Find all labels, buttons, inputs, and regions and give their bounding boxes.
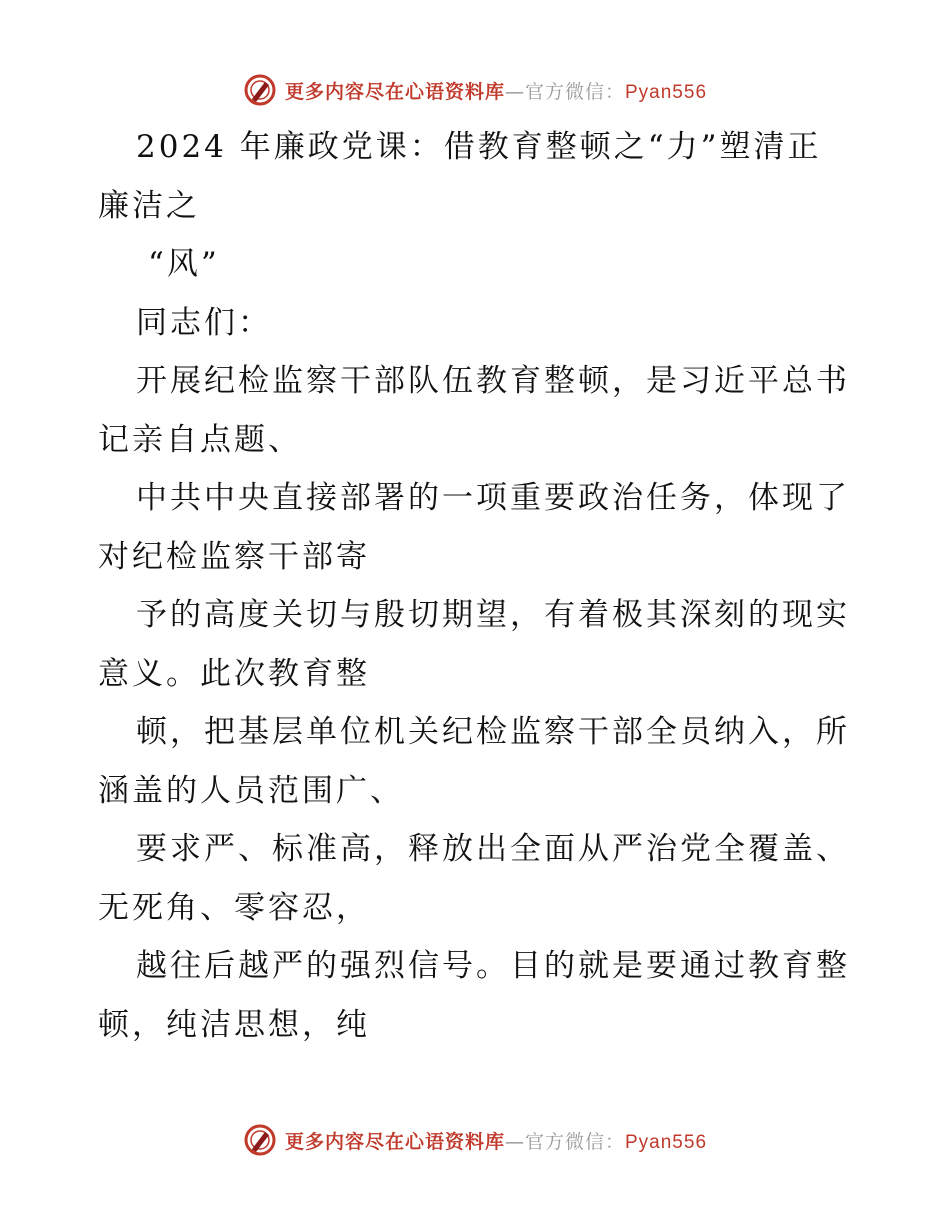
paragraph-line: 顿，纯洁思想，纯 bbox=[98, 1006, 370, 1043]
footer-wechat-id: Pyan556 bbox=[625, 1131, 708, 1153]
paragraph-line: 顿，把基层单位机关纪检监察干部全员纳入，所 bbox=[136, 714, 850, 750]
pen-logo-icon bbox=[243, 73, 277, 107]
header-wechat-id: Pyan556 bbox=[625, 81, 708, 103]
paragraph-line: 要求严、标准高，释放出全面从严治党全覆盖、 bbox=[136, 831, 850, 867]
title-line-2: 廉洁之 bbox=[98, 187, 200, 224]
header-wechat-label: 官方微信： bbox=[524, 80, 625, 103]
header-text bbox=[285, 77, 707, 104]
salutation: 同志们： bbox=[136, 304, 272, 341]
paragraph-line: 涵盖的人员范围广、 bbox=[98, 772, 404, 809]
paragraph-line: 越往后越严的强烈信号。目的就是要通过教育整 bbox=[136, 948, 850, 984]
paragraph-line: 中共中央直接部署的一项重要政治任务，体现了 bbox=[136, 480, 850, 516]
title-line-3: “风” bbox=[148, 246, 220, 282]
footer-banner bbox=[0, 1116, 950, 1164]
paragraph-line: 记亲自点题、 bbox=[98, 421, 302, 458]
paragraph-line: 无死角、零容忍， bbox=[98, 889, 370, 926]
header-banner bbox=[0, 66, 950, 114]
footer-lead: 更多内容尽在心语资料库 bbox=[284, 1130, 505, 1153]
header-lead: 更多内容尽在心语资料库 bbox=[284, 80, 505, 103]
pen-logo-icon bbox=[243, 1123, 277, 1157]
document-body bbox=[98, 118, 858, 1054]
footer-dash: — bbox=[504, 1130, 525, 1153]
header-dash: — bbox=[504, 80, 525, 103]
title-line-1: 2024 年廉政党课：借教育整顿之“力”塑清正 bbox=[136, 129, 822, 165]
footer-text bbox=[285, 1127, 707, 1154]
paragraph-line: 予的高度关切与殷切期望，有着极其深刻的现实 bbox=[136, 597, 850, 633]
footer-wechat-label: 官方微信： bbox=[524, 1130, 625, 1153]
paragraph-line: 对纪检监察干部寄 bbox=[98, 538, 370, 575]
paragraph-line: 开展纪检监察干部队伍教育整顿，是习近平总书 bbox=[136, 363, 850, 399]
paragraph-line: 意义。此次教育整 bbox=[98, 655, 370, 692]
